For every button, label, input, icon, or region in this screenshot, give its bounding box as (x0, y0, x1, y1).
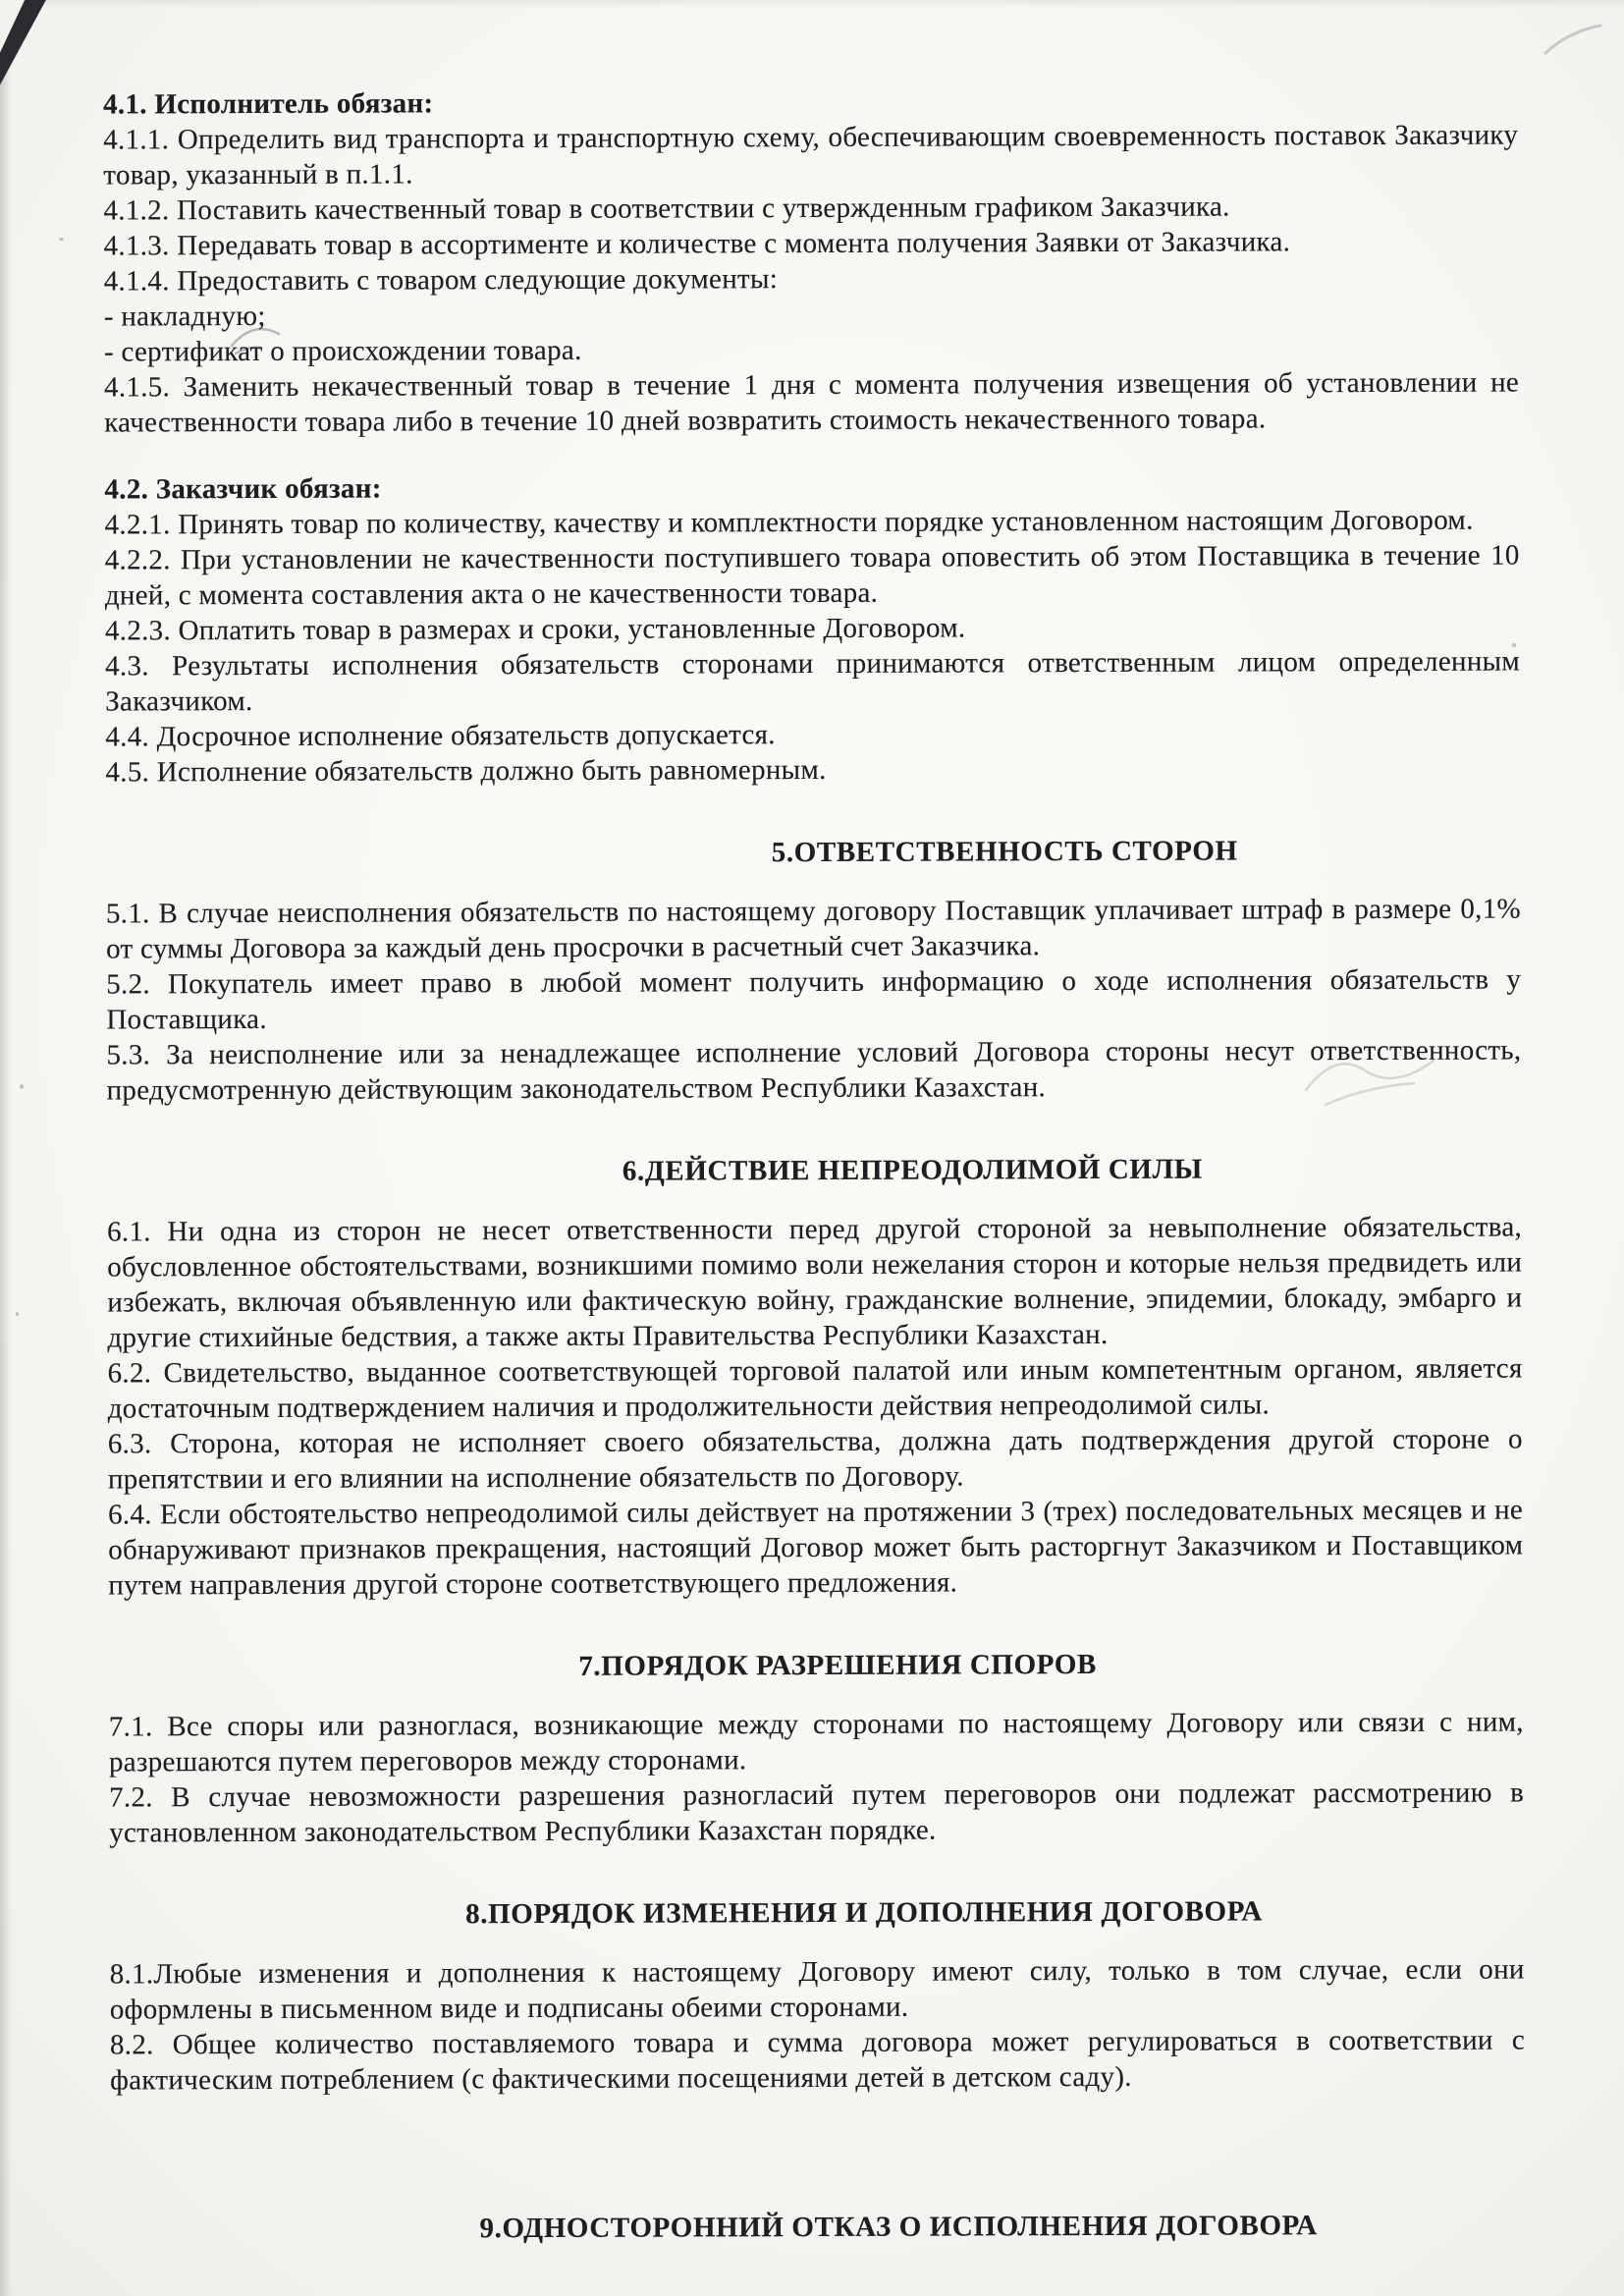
scan-smudge-artifact (1540, 16, 1608, 65)
clause-6-4: 6.4. Если обстоятельство непреодолимой силы действует на протяжении 3 (трех) последовательных месяцев и не обнаруживают признаков прекращения, настоящий Договор может быть расторгнут Заказчиком и Поставщиком путем направления другой стороне соответствующего предложения. (108, 1494, 1524, 1602)
clause-7-1: 7.1. Все споры или разноглася, возникающие между сторонами по настоящему Договору или связи с ним, разрешаются путем переговоров между сторонами. (108, 1706, 1524, 1778)
clause-8-2: 8.2. Общее количество поставляемого товара и сумма договора может регулироваться в соответствии с фактическим потреблением (с фактическими посещениями детей в детском саду). (109, 2024, 1526, 2097)
clause-4-1-4-item-certificate: - сертификат о происхождении товара. (103, 334, 582, 368)
heading-4-1-supplier-obligations: 4.1. Исполнитель обязан: (103, 87, 434, 121)
clause-7-2: 7.2. В случае невозможности разрешения разногласий путем переговоров они подлежат рассмотрению в установленном законодательством Республики Казахстан порядке. (109, 1777, 1525, 1849)
clause-5-3: 5.3. За неисполнение или за ненадлежащее исполнение условий Договора стороны несут ответственность, предусмотренную действующим законодательством Республики Казахстан. (106, 1034, 1522, 1107)
clause-4-4: 4.4. Досрочное исполнение обязательств допускается. (105, 719, 776, 753)
clause-6-3: 6.3. Сторона, которая не исполняет своего обязательства, должна дать подтверждения другой стороне о препятствии и его влиянии на исполнение обязательств по Договору. (107, 1423, 1523, 1496)
heading-9-unilateral-refusal: 9.ОДНОСТОРОННИЙ ОТКАЗ О ИСПОЛНЕНИЯ ДОГОВОРА (479, 2210, 1318, 2245)
contract-text-column (103, 82, 1526, 2270)
heading-4-2-customer-obligations: 4.2. Заказчик обязан: (104, 472, 382, 506)
clause-6-2: 6.2. Свидетельство, выданное соответствующей торговой палатой или иным компетентным органом, является достаточным подтверждением наличия и продолжительности действия непреодолимой силы. (107, 1352, 1523, 1425)
clause-5-2: 5.2. Покупатель имеет право в любой момент получить информацию о ходе исполнения обязательств у Поставщика. (106, 963, 1522, 1036)
heading-8-amendments: 8.ПОРЯДОК ИЗМЕНЕНИЯ И ДОПОЛНЕНИЯ ДОГОВОРА (465, 1895, 1263, 1931)
clause-5-1: 5.1. В случае неисполнения обязательств по настоящему договору Поставщик уплачивает штраф в размере 0,1% от суммы Договора за каждый день просрочки в расчетный счет Заказчика. (105, 893, 1521, 965)
clause-4-5: 4.5. Исполнение обязательств должно быть равномерным. (105, 753, 827, 789)
scan-speck (59, 238, 64, 241)
clause-4-1-5: 4.1.5. Заменить некачественный товар в течение 1 дня с момента получения извещения об установлении не качественности товара либо в течение 10 дней возвратить стоимость некачественного товара. (104, 366, 1520, 439)
clause-4-2-3: 4.2.3. Оплатить товар в размерах и сроки, установленные Договором. (104, 612, 966, 647)
clause-4-1-2: 4.1.2. Поставить качественный товар в соответствии с утвержденным графиком Заказчика. (103, 191, 1230, 227)
clause-4-1-4-item-invoice: - накладную; (103, 300, 266, 333)
heading-6-force-majeure: 6.ДЕЙСТВИЕ НЕПРЕОДОЛИМОЙ СИЛЫ (622, 1153, 1203, 1187)
clause-4-2-2: 4.2.2. При установлении не качественности поступившего товара оповестить об этом Поставщика в течение 10 дней, с момента составления акта о не качественности товара. (104, 539, 1520, 612)
clause-4-1-4: 4.1.4. Предоставить с товаром следующие документы: (103, 263, 779, 298)
clause-4-3: 4.3. Результаты исполнения обязательств сторонами принимаются ответственным лицом определенным Заказчиком. (105, 645, 1521, 718)
scan-speck (20, 1084, 24, 1089)
clause-4-2-1: 4.2.1. Принять товар по количеству, качеству и комплектности порядке установленном настоящим Договором. (104, 504, 1474, 541)
heading-7-dispute-resolution: 7.ПОРЯДОК РАЗРЕШЕНИЯ СПОРОВ (578, 1648, 1098, 1682)
heading-5-responsibility: 5.ОТВЕТСТВЕННОСТЬ СТОРОН (771, 835, 1238, 869)
scan-speck (16, 1312, 19, 1316)
clause-4-1-1: 4.1.1. Определить вид транспорта и транспортную схему, обеспечивающим своевременность поставок Заказчику товар, указанный в п.1.1. (103, 119, 1519, 191)
corner-fold-artifact-inner (0, 0, 27, 59)
scan-edge-shadow-top (0, 0, 1624, 8)
clause-6-1: 6.1. Ни одна из сторон не несет ответственности перед другой стороной за невыполнение обязательства, обусловленное обстоятельствами, возникшими помимо воли нежелания сторон и которые нельзя предвидеть или избежать, включая объявленную или фактическую войну, гражданские волнение, эпидемии, блокаду, эмбарго и другие стихийные бедствия, а также акты Правительства Республики Казахстан. (107, 1211, 1523, 1354)
scan-edge-shadow-left (0, 0, 12, 2296)
clause-8-1: 8.1.Любые изменения и дополнения к настоящему Договору имеют силу, только в том случае, если они оформлены в письменном виде и подписаны обеими сторонами. (109, 1953, 1525, 2026)
clause-4-1-3: 4.1.3. Передавать товар в ассортименте и количестве с момента получения Заявки от Заказчика. (103, 226, 1291, 262)
